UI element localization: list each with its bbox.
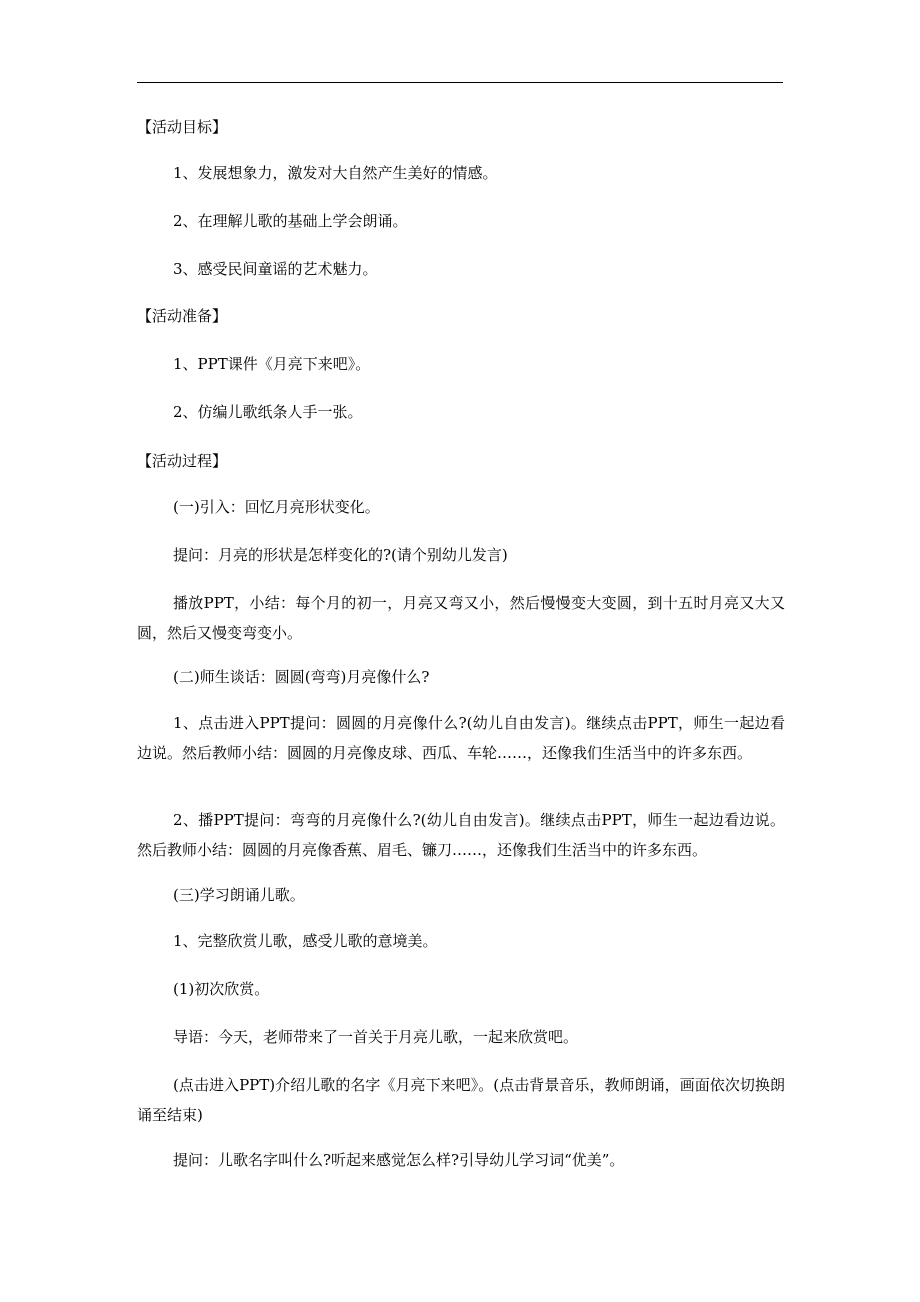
preparation-item-1: 1、PPT课件《月亮下来吧》。 bbox=[173, 355, 371, 373]
goals-heading: 【活动目标】 bbox=[137, 118, 228, 136]
process-paragraph-10: 导语：今天，老师带来了一首关于月亮儿歌，一起来欣赏吧。 bbox=[173, 1028, 579, 1046]
goal-item-3: 3、感受民间童谣的艺术魅力。 bbox=[173, 260, 378, 278]
process-paragraph-4: (二)师生谈话：圆圆(弯弯)月亮像什么? bbox=[173, 668, 430, 686]
process-paragraph-7: (三)学习朗诵儿歌。 bbox=[173, 886, 305, 904]
preparation-item-2: 2、仿编儿歌纸条人手一张。 bbox=[173, 403, 363, 421]
process-paragraph-3: 播放PPT，小结：每个月的初一，月亮又弯又小，然后慢慢变大变圆，到十五时月亮又大又圆，然后又慢变弯变小。 bbox=[137, 594, 785, 642]
process-paragraph-9: (1)初次欣赏。 bbox=[173, 980, 270, 998]
process-heading: 【活动过程】 bbox=[137, 452, 228, 470]
process-paragraph-8: 1、完整欣赏儿歌，感受儿歌的意境美。 bbox=[173, 932, 438, 950]
process-paragraph-11: (点击进入PPT)介绍儿歌的名字《月亮下来吧》。(点击背景音乐，教师朗诵，画面依次切换朗诵至结束) bbox=[137, 1076, 785, 1124]
process-paragraph-12: 提问：儿歌名字叫什么?听起来感觉怎么样?引导幼儿学习词“优美”。 bbox=[173, 1151, 625, 1169]
header-rule bbox=[137, 82, 783, 83]
process-paragraph-6: 2、播PPT提问：弯弯的月亮像什么?(幼儿自由发言)。继续点击PPT，师生一起边看边说。然后教师小结：圆圆的月亮像香蕉、眉毛、镰刀……，还像我们生活当中的许多东西。 bbox=[137, 811, 785, 859]
preparation-heading: 【活动准备】 bbox=[137, 307, 228, 325]
goal-item-2: 2、在理解儿歌的基础上学会朗诵。 bbox=[173, 212, 408, 230]
process-paragraph-2: 提问：月亮的形状是怎样变化的?(请个别幼儿发言) bbox=[173, 546, 508, 564]
goal-item-1: 1、发展想象力，激发对大自然产生美好的情感。 bbox=[173, 164, 498, 182]
process-paragraph-1: (一)引入：回忆月亮形状变化。 bbox=[173, 498, 380, 516]
process-paragraph-5: 1、点击进入PPT提问：圆圆的月亮像什么?(幼儿自由发言)。继续点击PPT，师生一起边看边说。然后教师小结：圆圆的月亮像皮球、西瓜、车轮……，还像我们生活当中的许多东西。 bbox=[137, 714, 785, 762]
